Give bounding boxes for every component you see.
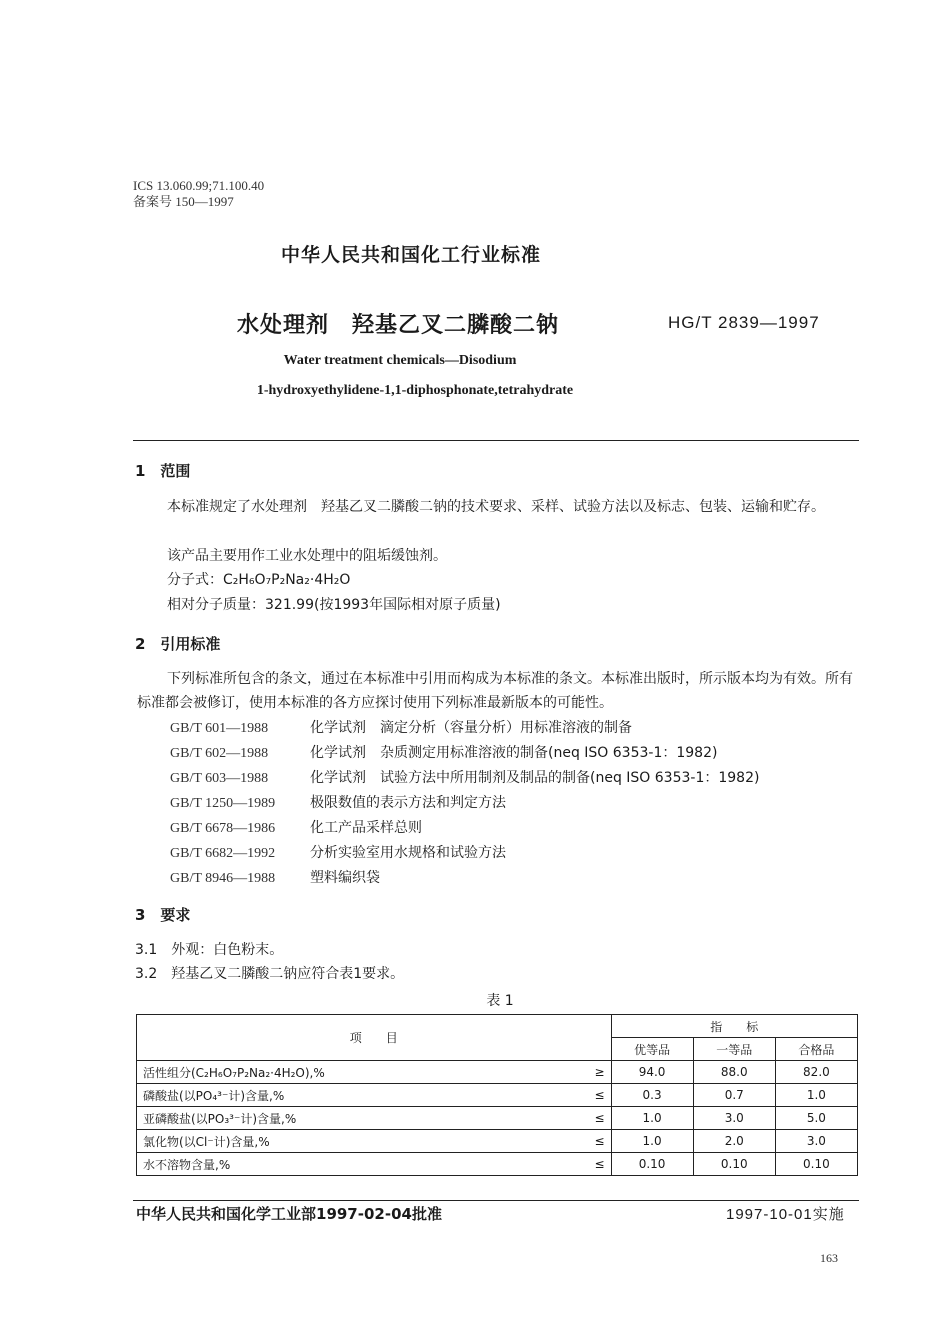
grade-qualified: 合格品 (775, 1038, 857, 1061)
reference-item: GB/T 6678—1986 化工产品采样总则 (170, 820, 422, 836)
reference-item: GB/T 601—1988 化学试剂 滴定分析（容量分析）用标准溶液的制备 (170, 720, 632, 736)
grade-premium: 优等品 (611, 1038, 693, 1061)
molecular-formula: 分子式：C₂H₆O₇P₂Na₂·4H₂O (167, 572, 351, 588)
table-header-row (137, 1015, 858, 1038)
section-2-heading: 2 引用标准 (135, 635, 221, 653)
table-row: 亚磷酸盐(以PO₃³⁻计)含量,% ≤ 1.0 3.0 5.0 (137, 1107, 858, 1130)
page-title: 水处理剂 羟基乙叉二膦酸二钠 (237, 313, 560, 338)
section-1-para-1: 本标准规定了水处理剂 羟基乙叉二膦酸二钠的技术要求、采样、试验方法以及标志、包装、运输和贮存。 (167, 499, 825, 515)
standard-number: HG/T 2839—1997 (668, 313, 820, 332)
reference-item: GB/T 6682—1992 分析实验室用水规格和试验方法 (170, 845, 506, 861)
table-row: 磷酸盐(以PO₄³⁻计)含量,% ≤ 0.3 0.7 1.0 (137, 1084, 858, 1107)
table-caption: 表 1 (486, 993, 514, 1009)
standard-body: 中华人民共和国化工行业标准 (280, 244, 541, 266)
reference-item: GB/T 603—1988 化学试剂 试验方法中所用制剂及制品的制备(neq ISO 6353-1：1982) (170, 770, 760, 786)
approval-statement: 中华人民共和国化学工业部1997-02-04批准 (136, 1205, 442, 1223)
reference-item: GB/T 602—1988 化学试剂 杂质测定用标准溶液的制备(neq ISO 6353-1：1982) (170, 745, 718, 761)
header-divider (133, 440, 859, 441)
section-2-intro: 下列标准所包含的条文，通过在本标准中引用而构成为本标准的条文。本标准出版时，所示版本均为有效。所有标准都会被修订，使用本标准的各方应探讨使用下列标准最新版本的可能性。 (137, 671, 853, 711)
section-3-2: 3.2 羟基乙叉二膦酸二钠应符合表1要求。 (135, 966, 405, 982)
page-number: 163 (820, 1251, 838, 1265)
header-item: 项 目 (137, 1015, 612, 1061)
molecular-mass: 相对分子质量：321.99(按1993年国际相对原子质量) (167, 597, 501, 613)
section-1-para-2: 该产品主要用作工业水处理中的阻垢缓蚀剂。 (167, 548, 447, 564)
title-en-line1: Water treatment chemicals—Disodium (283, 353, 517, 368)
section-1-heading: 1 范围 (135, 462, 191, 480)
table-row: 氯化物(以Cl⁻计)含量,% ≤ 1.0 2.0 3.0 (137, 1130, 858, 1153)
title-en-line2: 1-hydroxyethylidene-1,1-diphosphonate,tetrahydrate (256, 383, 574, 398)
table-row: 水不溶物含量,% ≤ 0.10 0.10 0.10 (137, 1153, 858, 1176)
ics-code: ICS 13.060.99;71.100.40 (133, 178, 265, 193)
table-row: 活性组分(C₂H₆O₇P₂Na₂·4H₂O),% ≥ 94.0 88.0 82.0 (137, 1061, 858, 1084)
filing-number: 备案号 150—1997 (133, 194, 234, 209)
section-3-heading: 3 要求 (135, 906, 191, 924)
section-3-1: 3.1 外观：白色粉末。 (135, 942, 284, 958)
footer-divider (133, 1200, 859, 1201)
reference-list (170, 716, 759, 891)
grade-first: 一等品 (693, 1038, 775, 1061)
reference-item: GB/T 1250—1989 极限数值的表示方法和判定方法 (170, 795, 506, 811)
header-index: 指 标 (611, 1015, 858, 1038)
effective-date: 1997-10-01实施 (726, 1206, 845, 1223)
spec-table (136, 1014, 858, 1176)
reference-item: GB/T 8946—1988 塑料编织袋 (170, 870, 380, 886)
